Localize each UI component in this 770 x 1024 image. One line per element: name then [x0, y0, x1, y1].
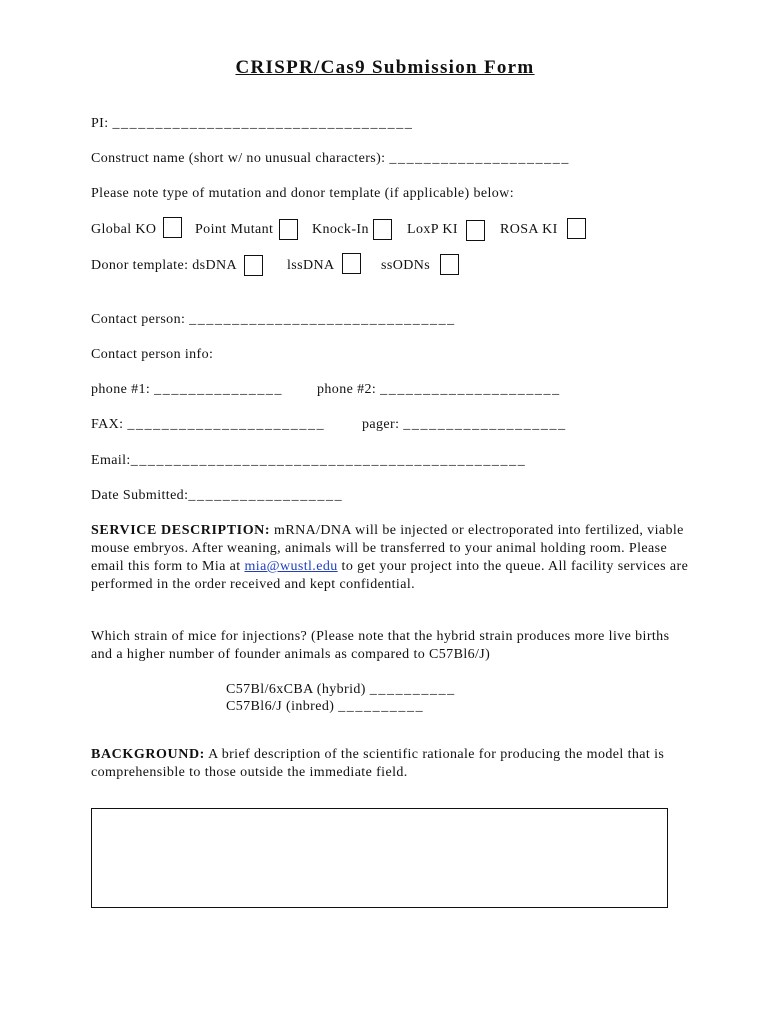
background-heading: BACKGROUND: [91, 747, 205, 762]
phone1-blank[interactable]: _______________ [154, 382, 284, 397]
date-label: Date Submitted: [91, 488, 189, 503]
fax-blank[interactable]: _______________________ [127, 417, 326, 432]
email-label: Email: [91, 453, 131, 468]
pi-field[interactable] [91, 116, 413, 132]
mutation-label-loxp-ki: LoxP KI [407, 222, 458, 237]
contact-info-label: Contact person info: [91, 347, 214, 362]
strain-option-inbred[interactable] [226, 699, 424, 715]
strain-hybrid-label: C57Bl/6xCBA (hybrid) [226, 682, 366, 697]
donor-label-lssdna: lssDNA [287, 258, 335, 273]
strain-inbred-label: C57Bl6/J (inbred) [226, 699, 335, 714]
checkbox-point-mutant[interactable] [279, 219, 298, 240]
construct-label: Construct name (short w/ no unusual characters): [91, 151, 386, 166]
email-field[interactable] [91, 453, 526, 469]
checkbox-dsdna[interactable] [244, 255, 263, 276]
strain-question: Which strain of mice for injections? (Please note that the hybrid strain produces more live births and a higher number of founder animals as compared to C57Bl6/J) [91, 629, 670, 662]
strain-option-hybrid[interactable] [226, 682, 456, 698]
donor-label: Donor template: dsDNA [91, 258, 238, 273]
pager-label: pager: [362, 417, 400, 432]
date-field[interactable] [91, 488, 343, 504]
mutation-label-rosa-ki: ROSA KI [500, 222, 558, 237]
fax-label: FAX: [91, 417, 124, 432]
mutation-label-knock-in: Knock-In [312, 222, 369, 237]
service-description [91, 522, 691, 594]
pager-blank[interactable]: ___________________ [403, 417, 567, 432]
service-text-1: mRNA/DNA will be injected or electroporated into fertilized, viable mouse embryos. After weaning, animals will be transferred to your animal holding room. Please email this form to Mia at [91, 523, 684, 574]
strain-inbred-blank[interactable]: __________ [338, 699, 425, 714]
email-link[interactable]: mia@wustl.edu [244, 559, 338, 574]
phone1-label: phone #1: [91, 382, 151, 397]
mutation-label-point-mutant: Point Mutant [195, 222, 274, 237]
phone2-blank[interactable]: _____________________ [380, 382, 561, 397]
checkbox-loxp-ki[interactable] [466, 220, 485, 241]
background-description [91, 746, 691, 782]
checkbox-global-ko[interactable] [163, 217, 182, 238]
checkbox-rosa-ki[interactable] [567, 218, 586, 239]
pi-label: PI: [91, 116, 109, 131]
phone2-label: phone #2: [317, 382, 377, 397]
contact-person-field[interactable] [91, 312, 456, 328]
phone2-field[interactable] [317, 382, 561, 398]
service-heading: SERVICE DESCRIPTION: [91, 523, 271, 538]
mutation-note: Please note type of mutation and donor template (if applicable) below: [91, 186, 514, 201]
checkbox-knock-in[interactable] [373, 219, 392, 240]
service-text-2: to get your project into the queue. All facility services are performed in the order received and kept confidential. [91, 559, 689, 592]
fax-field[interactable] [91, 417, 325, 433]
checkbox-lssdna[interactable] [342, 253, 361, 274]
contact-person-blank[interactable]: _______________________________ [189, 312, 456, 327]
construct-field[interactable] [91, 151, 570, 167]
donor-label-ssodns: ssODNs [381, 258, 431, 273]
form-title: CRISPR/Cas9 Submission Form [235, 57, 535, 78]
phone1-field[interactable] [91, 382, 283, 398]
pi-blank[interactable]: ___________________________________ [112, 116, 414, 131]
background-text-box[interactable] [91, 808, 668, 908]
contact-person-label: Contact person: [91, 312, 186, 327]
email-blank[interactable]: ______________________________________________ [130, 453, 527, 468]
pager-field[interactable] [362, 417, 567, 433]
background-text: A brief description of the scientific rationale for producing the model that is comprehensible to those outside the immediate field. [91, 747, 665, 780]
mutation-label-global-ko: Global KO [91, 222, 157, 237]
checkbox-ssodns[interactable] [440, 254, 459, 275]
strain-hybrid-blank[interactable]: __________ [369, 682, 456, 697]
date-blank[interactable]: __________________ [188, 488, 344, 503]
construct-blank[interactable]: _____________________ [389, 151, 570, 166]
